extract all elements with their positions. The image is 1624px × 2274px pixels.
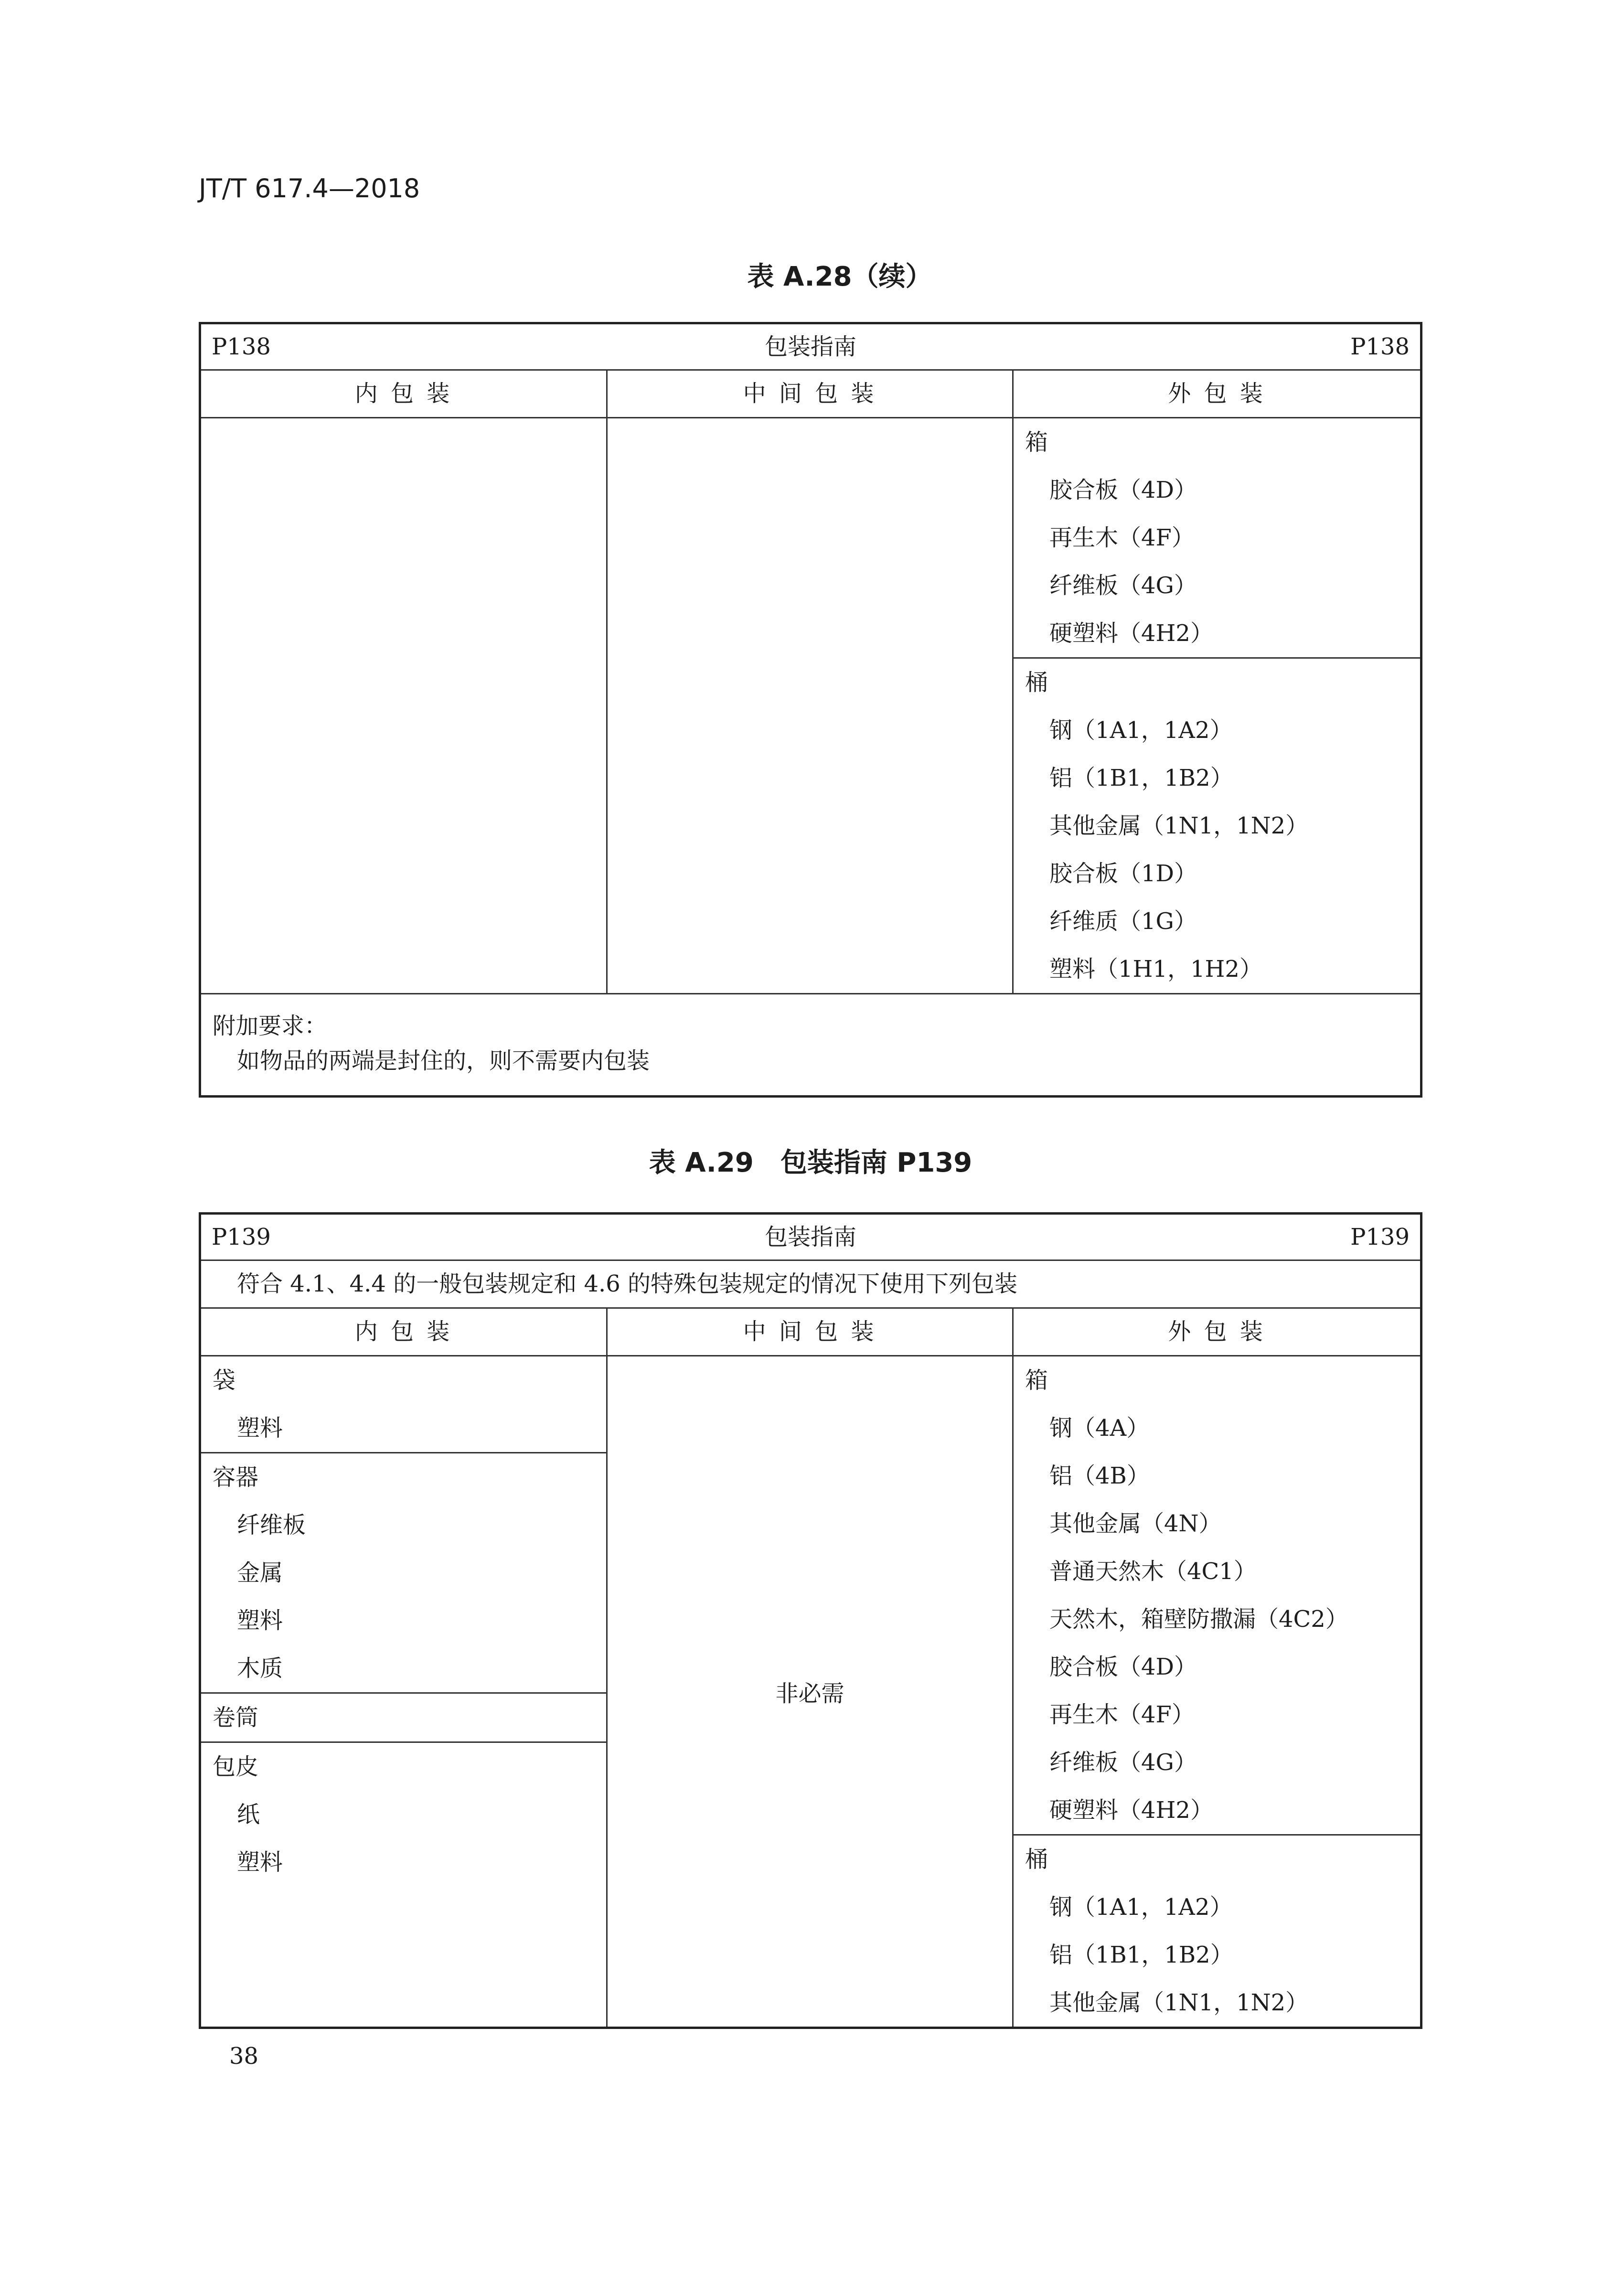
list-item: 普通天然木（4C1） — [1049, 1558, 1257, 1585]
list-item: 胶合板（4D） — [1049, 477, 1197, 503]
section-heading: 容器 — [213, 1464, 259, 1491]
inner-reels-section — [201, 1694, 606, 1743]
column-header-inner: 内 包 装 — [201, 371, 608, 417]
instruction-code-left: P139 — [212, 1224, 271, 1250]
section-heading: 桶 — [1025, 669, 1048, 696]
additional-requirements-text: 如物品的两端是封住的，则不需要内包装 — [237, 1047, 650, 1074]
list-item: 纤维质（1G） — [1049, 908, 1197, 935]
list-item: 金属 — [237, 1559, 283, 1586]
list-item: 硬塑料（4H2） — [1049, 620, 1213, 647]
list-item: 天然木，箱壁防撒漏（4C2） — [1049, 1606, 1348, 1633]
inner-receptacles-section — [201, 1453, 606, 1694]
additional-requirements — [201, 994, 1420, 1095]
table-a28-column-header-row — [201, 371, 1420, 418]
list-item: 木质 — [237, 1655, 283, 1682]
intermediate-packaging-value: 非必需 — [775, 1680, 844, 1707]
list-item: 硬塑料（4H2） — [1049, 1797, 1213, 1824]
section-heading: 袋 — [213, 1367, 236, 1394]
inner-bags-section — [201, 1356, 606, 1453]
table-a29-caption: 表 A.29 包装指南 P139 — [649, 1147, 972, 1178]
table-a29-column-header-row — [201, 1309, 1420, 1356]
list-item: 纤维板（4G） — [1049, 572, 1197, 599]
section-heading: 箱 — [1025, 1367, 1048, 1394]
list-item: 胶合板（1D） — [1049, 860, 1197, 887]
list-item: 纸 — [237, 1801, 260, 1828]
intermediate-packaging-cell — [608, 1356, 1014, 2027]
inner-packaging-cell — [201, 418, 608, 993]
list-item: 铝（1B1，1B2） — [1049, 1942, 1233, 1968]
additional-requirements-label: 附加要求： — [213, 1013, 328, 1039]
column-header-outer: 外 包 装 — [1168, 1318, 1266, 1345]
outer-boxes-section — [1014, 418, 1420, 659]
list-item: 塑料 — [237, 1415, 283, 1441]
section-heading: 包皮 — [213, 1753, 259, 1780]
table-a29-title-row — [201, 1215, 1420, 1261]
outer-boxes-section — [1014, 1356, 1420, 1836]
intermediate-packaging-cell — [608, 418, 1014, 993]
list-item: 纤维板（4G） — [1049, 1749, 1197, 1776]
outer-drums-section — [1014, 659, 1420, 993]
column-header-intermediate: 中 间 包 装 — [608, 1309, 1014, 1355]
outer-packaging-cell — [1014, 418, 1420, 993]
list-item: 再生木（4F） — [1049, 1701, 1195, 1728]
table-a29-note-row: 符合 4.1、4.4 的一般包装规定和 4.6 的特殊包装规定的情况下使用下列包装 — [201, 1261, 1420, 1309]
column-header-inner: 内 包 装 — [201, 1309, 608, 1355]
table-a28-title-row — [201, 324, 1420, 371]
outer-drums-section — [1014, 1836, 1420, 2027]
table-a28-caption: 表 A.28（续） — [747, 261, 932, 292]
list-item: 钢（4A） — [1049, 1415, 1150, 1441]
column-header-outer: 外 包 装 — [1168, 380, 1266, 407]
list-item: 钢（1A1，1A2） — [1049, 1894, 1233, 1921]
list-item: 其他金属（4N） — [1049, 1510, 1222, 1537]
list-item: 再生木（4F） — [1049, 524, 1195, 551]
list-item: 钢（1A1，1A2） — [1049, 717, 1233, 744]
inner-wrappings-section — [201, 1743, 606, 2027]
list-item: 塑料 — [237, 1607, 283, 1634]
table-a28 — [199, 322, 1422, 1098]
list-item: 塑料（1H1，1H2） — [1049, 956, 1262, 982]
table-a29 — [199, 1212, 1422, 2029]
inner-packaging-cell — [201, 1356, 608, 2027]
section-heading: 卷筒 — [213, 1704, 259, 1731]
instruction-code-left: P138 — [212, 333, 271, 360]
list-item: 铝（4B） — [1049, 1463, 1150, 1489]
instruction-code-right: P138 — [1350, 333, 1410, 360]
page-number: 38 — [229, 2043, 259, 2070]
section-heading: 桶 — [1025, 1846, 1048, 1873]
table-a28-body — [201, 418, 1420, 994]
instruction-title: 包装指南 — [764, 1224, 856, 1250]
section-heading: 箱 — [1025, 429, 1048, 456]
list-item: 纤维板 — [237, 1512, 306, 1538]
list-item: 其他金属（1N1，1N2） — [1049, 1989, 1309, 2016]
list-item: 胶合板（4D） — [1049, 1654, 1197, 1680]
column-header-intermediate: 中 间 包 装 — [608, 371, 1014, 417]
list-item: 塑料 — [237, 1849, 283, 1876]
outer-packaging-cell — [1014, 1356, 1420, 2027]
instruction-title: 包装指南 — [764, 333, 856, 360]
list-item: 其他金属（1N1，1N2） — [1049, 812, 1309, 839]
list-item: 铝（1B1，1B2） — [1049, 765, 1233, 791]
table-a29-body — [201, 1356, 1420, 2027]
document-code: JT/T 617.4—2018 — [199, 173, 420, 203]
instruction-code-right: P139 — [1350, 1224, 1410, 1250]
